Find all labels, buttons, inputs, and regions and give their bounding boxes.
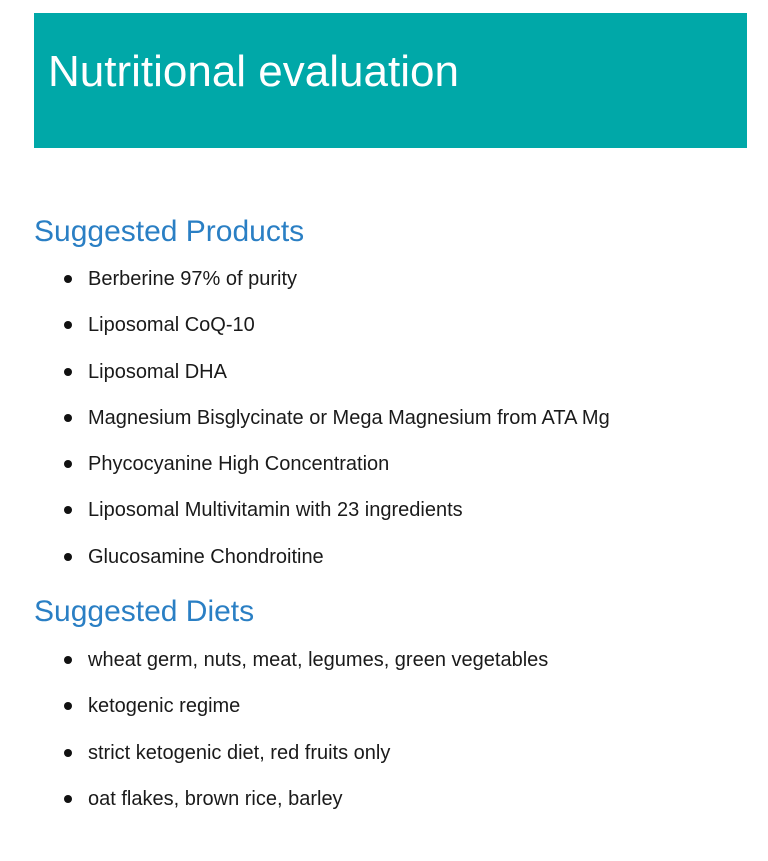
header-banner <box>34 13 747 148</box>
list-item-text: Liposomal Multivitamin with 23 ingredients <box>88 499 463 522</box>
page-title: Nutritional evaluation <box>48 47 459 96</box>
list-item-text: oat flakes, brown rice, barley <box>88 787 343 810</box>
list-item <box>34 544 734 590</box>
list-item <box>34 359 734 405</box>
list-item-text: Phycocyanine High Concentration <box>88 453 390 476</box>
list-item-text: Liposomal CoQ-10 <box>88 314 255 337</box>
suggested-diets-list <box>34 647 734 832</box>
list-item <box>34 497 734 543</box>
list-item <box>34 405 734 451</box>
list-item-text: Glucosamine Chondroitine <box>88 545 324 568</box>
bullet-icon <box>64 321 72 329</box>
bullet-icon <box>64 460 72 468</box>
list-item <box>34 312 734 358</box>
bullet-icon <box>64 749 72 757</box>
list-item <box>34 451 734 497</box>
bullet-icon <box>64 414 72 422</box>
suggested-products-list <box>34 266 734 590</box>
list-item-text: Liposomal DHA <box>88 360 227 383</box>
bullet-icon <box>64 368 72 376</box>
list-item-text: Berberine 97% of purity <box>88 268 298 290</box>
list-item <box>34 266 734 312</box>
bullet-icon <box>64 702 72 710</box>
list-item-text: wheat germ, nuts, meat, legumes, green vegetables <box>88 649 549 671</box>
list-item <box>34 647 734 693</box>
suggested-diets-heading: Suggested Diets <box>34 595 255 628</box>
bullet-icon <box>64 656 72 664</box>
bullet-icon <box>64 553 72 561</box>
bullet-icon <box>64 506 72 514</box>
list-item <box>34 740 734 786</box>
suggested-products-heading: Suggested Products <box>34 215 305 248</box>
bullet-icon <box>64 795 72 803</box>
list-item-text: Magnesium Bisglycinate or Mega Magnesium from ATA Mg <box>88 406 610 429</box>
list-item-text: strict ketogenic diet, red fruits only <box>88 741 391 764</box>
list-item <box>34 786 734 832</box>
list-item <box>34 693 734 739</box>
bullet-icon <box>64 275 72 283</box>
list-item-text: ketogenic regime <box>88 695 241 718</box>
